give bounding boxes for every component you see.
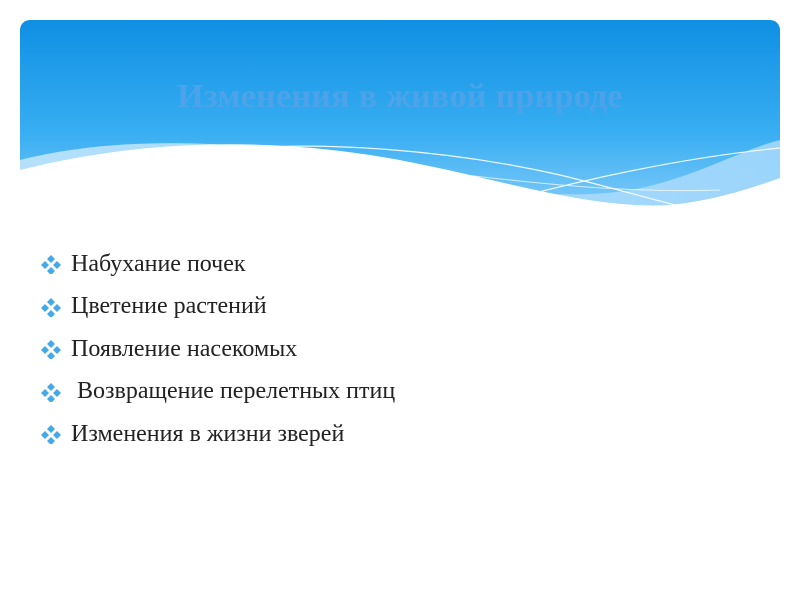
list-item (38, 286, 395, 329)
wave-decoration (20, 20, 780, 225)
bullet-text: Набухание почек (71, 250, 246, 277)
diamond-bullet-icon (38, 254, 64, 274)
list-item (38, 328, 395, 371)
bullet-text: Возвращение перелетных птиц (71, 378, 396, 405)
list-item (38, 371, 395, 414)
header-banner (20, 20, 780, 225)
bullet-text: Появление насекомых (71, 335, 298, 362)
list-item (38, 413, 395, 456)
bullet-text: Цветение растений (71, 293, 267, 320)
diamond-bullet-icon (38, 297, 64, 317)
slide-title: Изменения в живой природе (177, 78, 623, 115)
diamond-bullet-icon (38, 339, 64, 359)
list-item (38, 243, 395, 286)
diamond-bullet-icon (38, 382, 64, 402)
bullet-text: Изменения в жизни зверей (71, 420, 345, 447)
diamond-bullet-icon (38, 424, 64, 444)
bullet-list (38, 243, 395, 456)
